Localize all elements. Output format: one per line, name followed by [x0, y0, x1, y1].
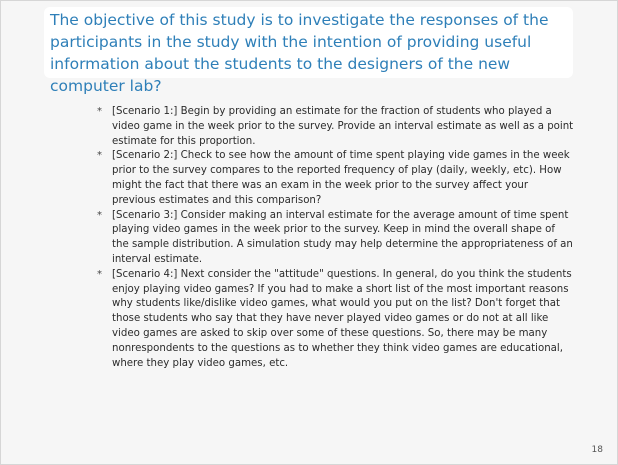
scenario-item-3 — [94, 209, 574, 268]
bullet-marker: * — [97, 209, 102, 221]
bullet-marker: * — [97, 268, 102, 280]
scenario-item-text: [Scenario 3:] Consider making an interval estimate for the average amount of time spent playing video games in the week prior to the survey. Keep in mind the overall shape of the sample distribution. A simulation study may help determine the appropriateness of an interval estimate. — [112, 209, 573, 265]
scenario-list — [94, 105, 574, 371]
scenario-item-text: [Scenario 4:] Next consider the "attitude" questions. In general, do you think the students enjoy playing video games? If you had to make a short list of the most important reasons why students like/dislike video games, what would you put on the list? Don't forget that those students who say that they have never played video games or do not at all like video games are asked to skip over some of these questions. So, there may be many nonrespondents to the questions as to whether they think video games are educational, where they play video games, etc. — [112, 268, 572, 369]
page-number: 18 — [591, 445, 603, 455]
bullet-marker: * — [97, 150, 102, 162]
scenario-item-4 — [94, 268, 574, 372]
scenario-item-text: [Scenario 2:] Check to see how the amount of time spent playing vide games in the week prior to the survey compares to the reported frequency of play (daily, weekly, etc). How might the fact that there was an exam in the week prior to the survey affect your previous estimates and this comparison? — [112, 150, 570, 206]
scenario-item-text: [Scenario 1:] Begin by providing an estimate for the fraction of students who played a video game in the week prior to the survey. Provide an interval estimate as well as a point estimate for this proportion. — [112, 106, 574, 147]
scenario-item-2 — [94, 149, 574, 208]
bullet-marker: * — [97, 106, 102, 117]
slide-title: The objective of this study is to investigate the responses of the participants in the study with the intention of providing useful information about the students to the designers of the new computer lab? — [50, 11, 549, 95]
title-box — [44, 7, 573, 95]
scenario-item-1 — [94, 105, 574, 149]
